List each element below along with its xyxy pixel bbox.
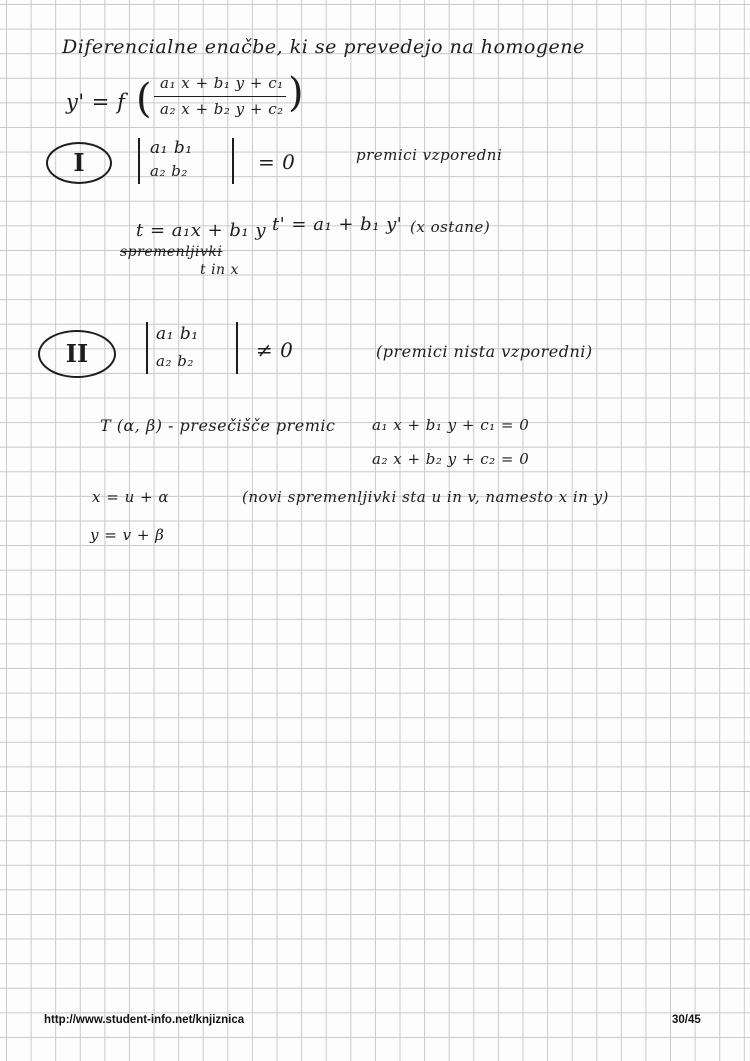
case-two-sub-note: (novi spremenljivki sta u in v, namesto x in y) — [242, 488, 609, 506]
case-two-det-row2: a₂ b₂ — [156, 352, 194, 370]
case-one-numeral: I — [46, 142, 112, 184]
case-two-point: T (α, β) - presečišče premic — [100, 416, 336, 435]
footer-url: http://www.student-info.net/knjiznica — [44, 1014, 245, 1026]
case-one-substitution: t = a₁x + b₁ y — [136, 220, 267, 241]
case-two-note: (premici nista vzporedni) — [376, 342, 593, 361]
case-two-relation: ≠ 0 — [256, 338, 294, 362]
case-two-line2: a₂ x + b₂ y + c₂ = 0 — [372, 450, 530, 468]
left-paren: ( — [136, 76, 152, 122]
case-two-numeral: II — [38, 330, 116, 378]
case-one-vars: t in x — [200, 262, 239, 278]
case-one-det-row1: a₁ b₁ — [150, 138, 193, 158]
case-two-x-sub: x = u + α — [92, 488, 169, 506]
case-one-note: premici vzporedni — [356, 146, 503, 164]
case-one-crossed-text: spremenljivki — [120, 244, 223, 260]
equation-lhs: y' = f — [66, 90, 126, 114]
case-two-line1: a₁ x + b₁ y + c₁ = 0 — [372, 416, 530, 434]
case-one-relation: = 0 — [258, 150, 296, 174]
page-title: Diferencialne enačbe, ki se prevedejo na homogene — [62, 36, 585, 58]
equation-denominator: a₂ x + b₂ y + c₂ — [160, 100, 284, 118]
case-one-det-row2: a₂ b₂ — [150, 162, 188, 180]
case-two-det-row1: a₁ b₁ — [156, 324, 199, 344]
footer-page-number: 30/45 — [672, 1014, 701, 1026]
case-two-y-sub: y = v + β — [90, 526, 165, 544]
case-one-derivative: t' = a₁ + b₁ y' — [272, 214, 403, 235]
equation-numerator: a₁ x + b₁ y + c₁ — [160, 74, 284, 92]
case-one-derivative-note: (x ostane) — [410, 218, 491, 236]
right-paren: ) — [288, 70, 304, 116]
fraction-bar — [154, 96, 286, 97]
